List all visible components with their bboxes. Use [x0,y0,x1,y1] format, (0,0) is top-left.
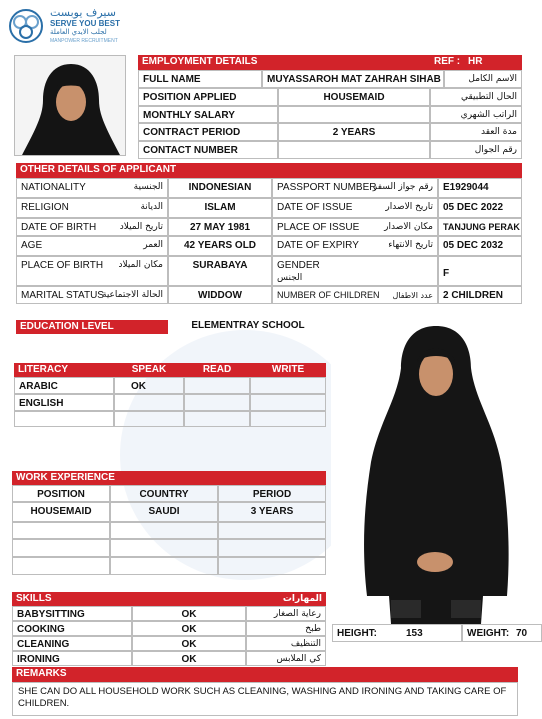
number-of-children-label: NUMBER OF CHILDREN عدد الاطفال [272,286,438,304]
logo-arabic: سيرف يوبست [50,6,116,19]
skills-table [12,606,326,666]
skill-cooking-value: OK [132,621,246,636]
literacy-empty-speak [114,411,184,427]
weight-label: WEIGHT: [462,624,514,642]
skill-cleaning-value: OK [132,636,246,651]
logo-sub-arabic: لجلب الايدي العاملة [50,28,107,36]
work-empty-row-3c [218,557,326,575]
literacy-empty-label [14,411,114,427]
date-of-expiry-label: DATE OF EXPIRY تاريخ الانتهاء [272,236,438,256]
work-empty-row-1b [110,522,218,539]
skill-ironing-label: IRONING [12,651,132,666]
skill-cleaning-arabic: التنظيف [246,636,326,651]
work-empty-row-1a [12,522,110,539]
place-of-issue-label: PLACE OF ISSUE مكان الاصدار [272,218,438,236]
religion-label: RELIGION الديانة [16,198,168,218]
contact-number-value [278,141,430,159]
speak-header: SPEAK [114,363,184,377]
skill-babysitting-label: BABYSITTING [12,606,132,621]
monthly-salary-value [278,106,430,123]
monthly-salary-arabic: الراتب الشهري [430,106,522,123]
education-value: ELEMENTRAY SCHOOL [191,320,305,331]
company-logo [6,6,126,46]
passport-number-label: PASSPORT NUMBER رقم جواز السفر [272,178,438,198]
work-col-period: PERIOD [218,485,326,502]
skill-cooking-arabic: طبخ [246,621,326,636]
work-col-position: POSITION [12,485,110,502]
date-of-issue-label: DATE OF ISSUE تاريخ الاصدار [272,198,438,218]
full-name-arabic: الاسم الكامل [444,70,522,88]
contract-period-arabic: مدة العقد [430,123,522,141]
remarks-header: REMARKS [12,667,518,682]
literacy-arabic-label: ARABIC [14,377,114,394]
skills-header-label: SKILLS [16,593,52,604]
literacy-empty-write [250,411,326,427]
number-of-children-value: 2 CHILDREN [438,286,522,304]
literacy-arabic-write [250,377,326,394]
literacy-arabic-read [184,377,250,394]
literacy-table [14,363,326,427]
skill-ironing-arabic: كي الملابس [246,651,326,666]
date-of-expiry-value: 05 DEC 2032 [438,236,522,256]
skill-cooking-label: COOKING [12,621,132,636]
skill-cleaning-label: CLEANING [12,636,132,651]
gender-label: GENDER الجنس [272,256,438,286]
work-row-period: 3 YEARS [218,502,326,522]
contact-number-label: CONTACT NUMBER [138,141,278,159]
logo-name: SERVE YOU BEST [50,19,120,28]
write-header: WRITE [250,363,326,377]
literacy-empty-read [184,411,250,427]
contact-number-arabic: رقم الجوال [430,141,522,159]
skill-babysitting-value: OK [132,606,246,621]
logo-tagline: MANPOWER RECRUITMENT [50,38,118,44]
literacy-arabic-speak: OK [114,377,184,394]
literacy-english-write [250,394,326,411]
marital-status-label: MARITAL STATUS الحالة الاجتماعية [16,286,168,304]
literacy-english-speak [114,394,184,411]
age-value: 42 YEARS OLD [168,236,272,256]
ref-label: REF : [434,56,461,67]
height-label: HEIGHT: [332,624,402,642]
education-label: EDUCATION LEVEL [16,320,168,334]
remarks-text: SHE CAN DO ALL HOUSEHOLD WORK SUCH AS CLEANING, WASHING AND IRONING AND TAKING CARE OF CHILDREN. [12,682,518,716]
contract-period-value: 2 YEARS [278,123,430,141]
age-label: AGE العمر [16,236,168,256]
passport-number-value: E1929044 [438,178,522,198]
monthly-salary-label: MONTHLY SALARY [138,106,278,123]
skills-header [12,592,326,606]
read-header: READ [184,363,250,377]
date-of-issue-value: 05 DEC 2022 [438,198,522,218]
literacy-english-read [184,394,250,411]
portrait-photo-full [331,304,542,624]
work-empty-row-3b [110,557,218,575]
work-table [12,485,326,575]
position-applied-label: POSITION APPLIED [138,88,278,106]
employment-header [138,55,522,70]
work-empty-row-2a [12,539,110,557]
skill-ironing-value: OK [132,651,246,666]
work-empty-row-1c [218,522,326,539]
full-name-value: MUYASSAROH MAT ZAHRAH SIHAB [262,70,444,88]
work-empty-row-2b [110,539,218,557]
ref-value: HR [468,56,483,67]
work-row-country: SAUDI [110,502,218,522]
place-of-birth-label: PLACE OF BIRTH مكان الميلاد [16,256,168,286]
literacy-header: LITERACY [14,363,114,377]
logo-emblem-icon [8,8,44,44]
nationality-label: NATIONALITY الجنسية [16,178,168,198]
position-applied-arabic: الحال التطبيقي [430,88,522,106]
religion-value: ISLAM [168,198,272,218]
height-value: 153 [402,624,462,642]
work-empty-row-2c [218,539,326,557]
full-name-label: FULL NAME [138,70,262,88]
skill-babysitting-arabic: رعاية الصغار [246,606,326,621]
other-details-table [16,178,522,304]
marital-status-value: WIDDOW [168,286,272,304]
date-of-birth-label: DATE OF BIRTH تاريخ الميلاد [16,218,168,236]
work-col-country: COUNTRY [110,485,218,502]
gender-value: F [438,256,522,286]
work-header: WORK EXPERIENCE [12,471,326,485]
employment-header-label: EMPLOYMENT DETAILS [142,56,258,67]
literacy-english-label: ENGLISH [14,394,114,411]
place-of-issue-value: TANJUNG PERAK [438,218,522,236]
contract-period-label: CONTRACT PERIOD [138,123,278,141]
work-row-position: HOUSEMAID [12,502,110,522]
portrait-photo-small [14,55,126,156]
position-applied-value: HOUSEMAID [278,88,430,106]
nationality-value: INDONESIAN [168,178,272,198]
other-details-header: OTHER DETAILS OF APPLICANT [16,163,522,178]
place-of-birth-value: SURABAYA [168,256,272,286]
date-of-birth-value: 27 MAY 1981 [168,218,272,236]
weight-value: 70 [514,624,542,642]
employment-table [138,70,522,159]
skills-header-arabic: المهارات [282,594,322,604]
work-empty-row-3a [12,557,110,575]
